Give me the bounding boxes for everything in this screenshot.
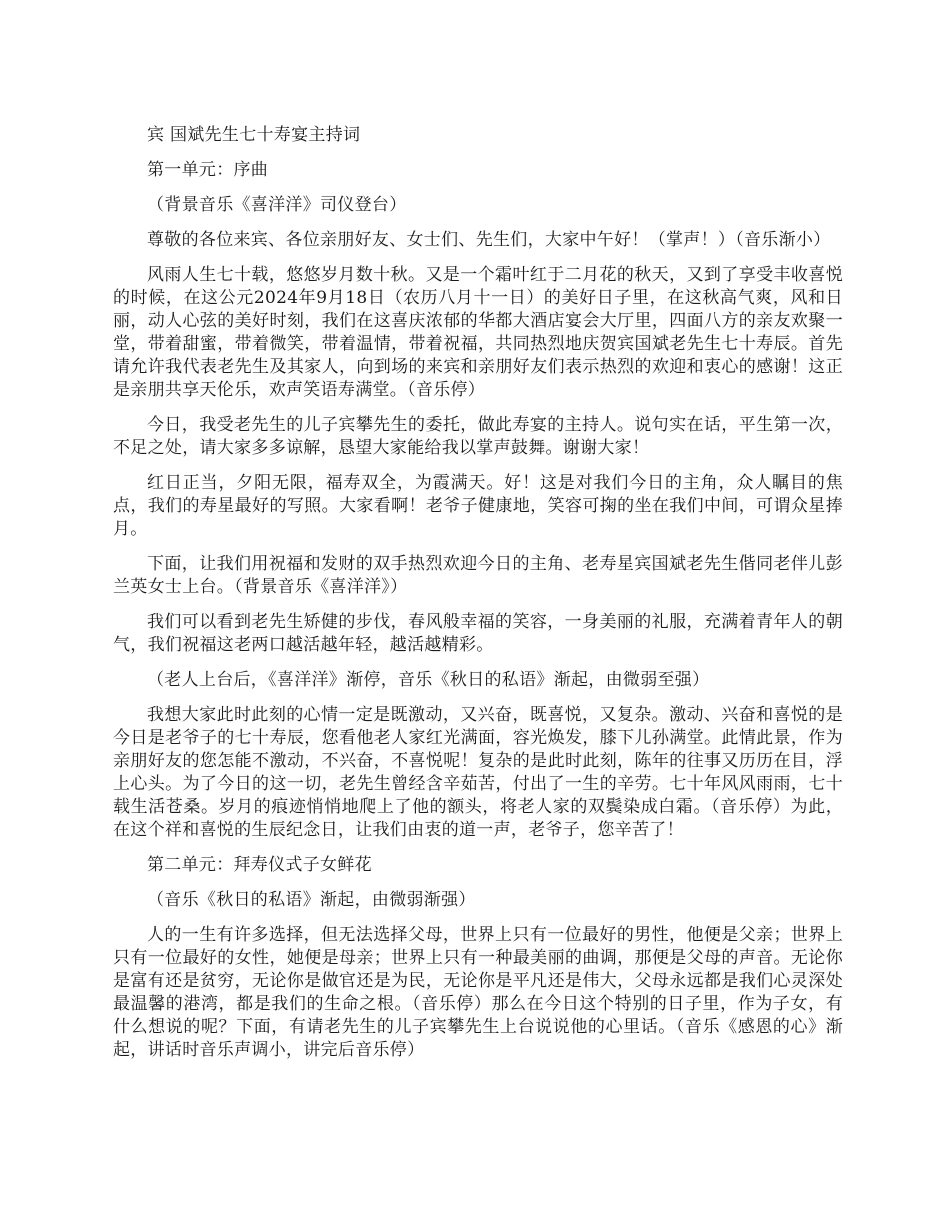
stage-direction: （音乐《秋日的私语》渐起，由微弱渐强） [147, 890, 476, 910]
paragraph: 我想大家此时此刻的心情一定是既激动，又兴奋，既喜悦，又复杂。激动、兴奋和喜悦的是今日是老爷子的七十寿辰，您看他老人家红光满面，容光焕发，膝下儿孙满堂。此情此景，作为亲朋好友的您怎能不激动，不兴奋，不喜悦呢！复杂的是此时此刻，陈年的往事又历历在目，浮上心头。为了今日的这一切，老先生曾经含辛茹苦，付出了一生的辛劳。七十年风风雨雨，七十载生活苍桑。岁月的痕迹悄悄地爬上了他的额头，将老人家的双鬓染成白霜。（音乐停）为此，在这个祥和喜悦的生辰纪念日，让我们由衷的道一声，老爷子，您辛苦了！ [113, 705, 843, 840]
paragraph: 人的一生有许多选择，但无法选择父母，世界上只有一位最好的男性，他便是父亲；世界上只有一位最好的女性，她便是母亲；世界上只有一种最美丽的曲调，那便是父母的声音。无论你是富有还是贫穷，无论你是做官还是为民，无论你是平凡还是伟大，父母永远都是我们心灵深处最温馨的港湾，都是我们的生命之根。（音乐停）那么在今日这个特别的日子里，作为子女，有什么想说的呢？下面，有请老先生的儿子宾攀先生上台说说他的心里话。（音乐《感恩的心》渐起，讲话时音乐声调小，讲完后音乐停） [113, 925, 843, 1060]
paragraph: 下面，让我们用祝福和发财的双手热烈欢迎今日的主角、老寿星宾国斌老先生偕同老伴儿彭兰英女士上台。（背景音乐《喜洋洋》） [113, 554, 843, 597]
stage-direction: （背景音乐《喜洋洋》司仪登台） [147, 195, 407, 215]
document-page [113, 124, 843, 1074]
stage-direction: （老人上台后，《喜洋洋》渐停，音乐《秋日的私语》渐起，由微弱至强） [147, 670, 710, 690]
paragraph: 红日正当，夕阳无限，福寿双全，为霞满天。好！这是对我们今日的主角，众人瞩目的焦点，我们的寿星最好的写照。大家看啊！老爷子健康地，笑容可掬的坐在我们中间，可谓众星捧月。 [113, 473, 843, 539]
paragraph: 我们可以看到老先生矫健的步伐，春风般幸福的笑容，一身美丽的礼服，充满着青年人的朝气，我们祝福这老两口越活越年轻，越活越精彩。 [113, 612, 843, 655]
paragraph: 风雨人生七十载，悠悠岁月数十秋。又是一个霜叶红于二月花的秋天，又到了享受丰收喜悦的时候，在这公元2024年9月18日（农历八月十一日）的美好日子里，在这秋高气爽，风和日丽，动人心弦的美好时刻，我们在这喜庆浓郁的华都大酒店宴会大厅里，四面八方的亲友欢聚一堂，带着甜蜜，带着微笑，带着温情，带着祝福，共同热烈地庆贺宾国斌老先生七十寿辰。首先请允许我代表老先生及其家人，向到场的来宾和亲朋好友们表示热烈的欢迎和衷心的感谢！这正是亲朋共享天伦乐，欢声笑语寿满堂。（音乐停） [113, 265, 843, 400]
paragraph: 今日，我受老先生的儿子宾攀先生的委托，做此寿宴的主持人。说句实在话，平生第一次，不足之处，请大家多多谅解，恳望大家能给我以掌声鼓舞。谢谢大家！ [113, 415, 843, 458]
section-heading-1: 第一单元：序曲 [147, 160, 269, 180]
paragraph: 尊敬的各位来宾、各位亲朋好友、女士们、先生们，大家中午好！（掌声！）（音乐渐小） [147, 230, 831, 250]
document-title: 宾 国斌先生七十寿宴主持词 [147, 125, 361, 145]
section-heading-2: 第二单元：拜寿仪式子女鲜花 [147, 855, 372, 875]
